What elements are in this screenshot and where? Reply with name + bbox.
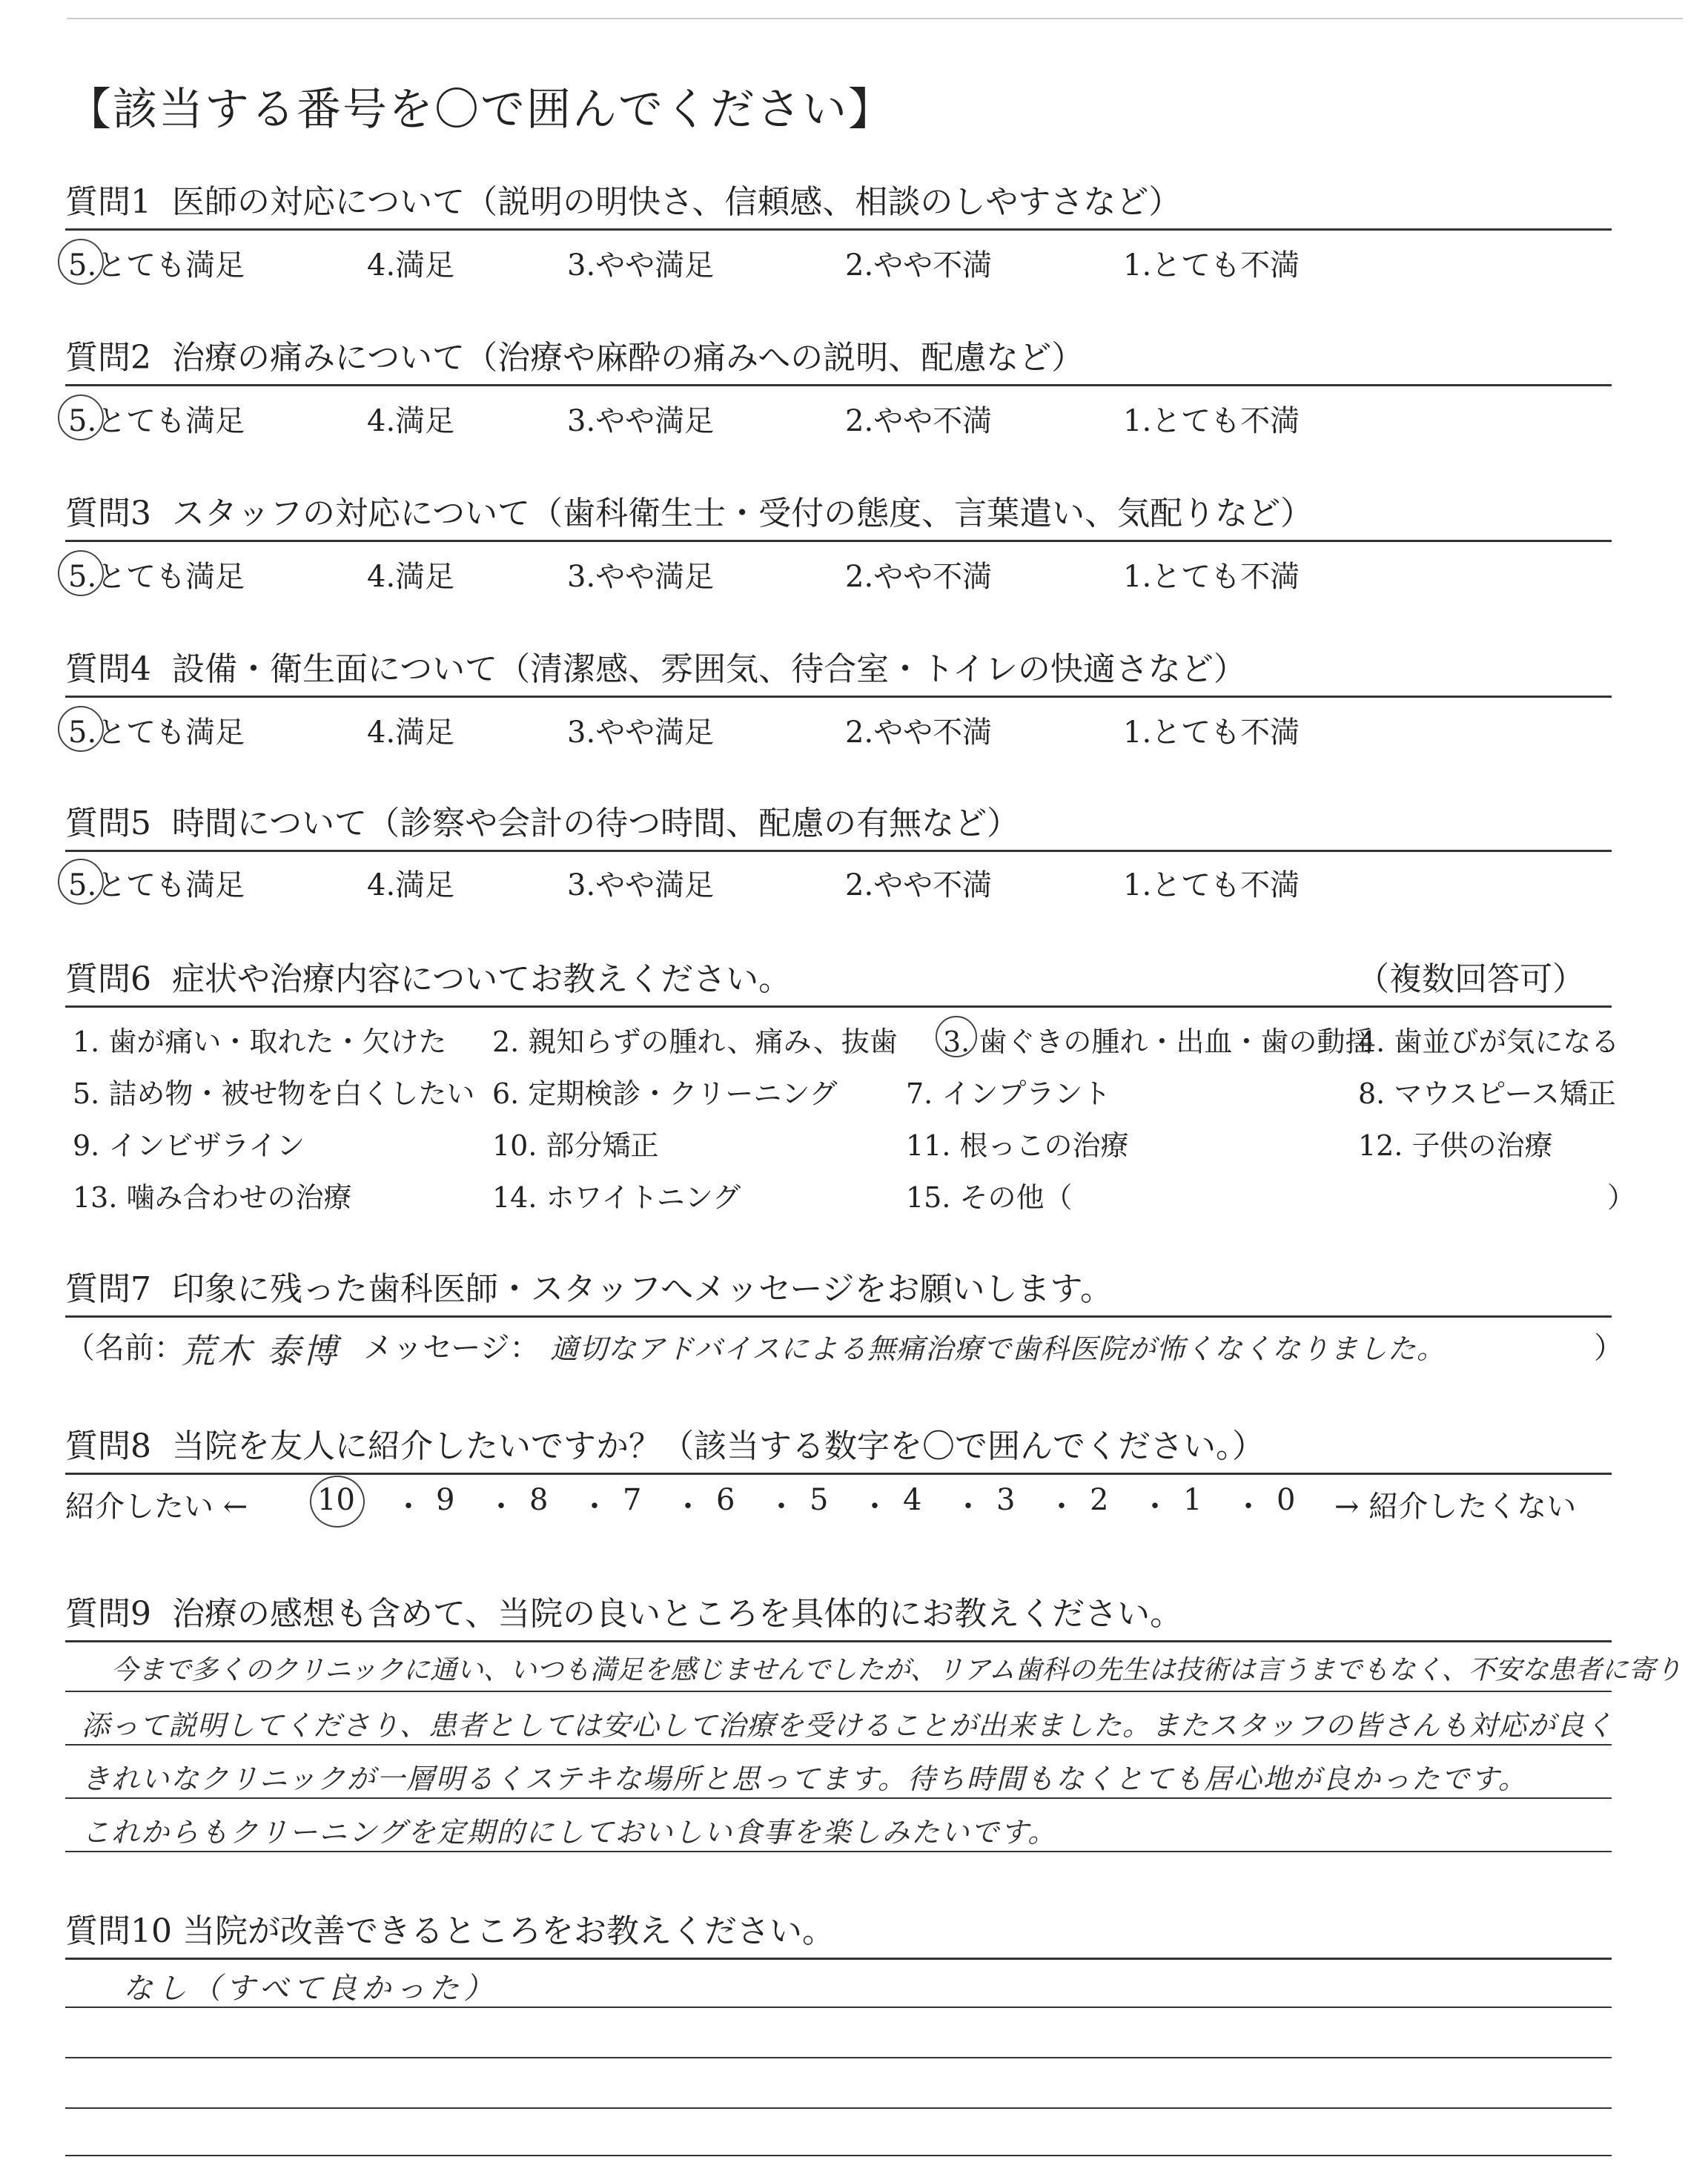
q8-dot: ・ [953,1490,983,1524]
q5-heading [65,796,1019,844]
q7-message-label: メッセージ： [363,1331,540,1365]
q4-option-4[interactable]: 4.満足 [367,716,455,750]
q9-answer-rule [65,1691,1612,1692]
q2-rule [65,384,1612,386]
q3-label: 質問3 [65,495,151,532]
top-edge-line [67,18,1683,19]
q8-dot: ・ [486,1490,516,1524]
q9-heading [65,1587,1182,1634]
q6-label: 質問6 [65,960,151,998]
q3-heading [65,486,1313,534]
q5-text: 時間について（診察や会計の待つ時間、配慮の有無など） [171,805,1020,842]
q8-scale-9[interactable]: 9 [436,1483,455,1517]
q8-text: 当院を友人に紹介したいですか？（該当する数字を〇で囲んでください。） [171,1427,1265,1465]
q9-label: 質問9 [65,1595,151,1633]
q6-item-11[interactable]: 11. 根っこの治療 [906,1129,1129,1162]
q6-item-12[interactable]: 12. 子供の治療 [1358,1129,1553,1162]
q8-scale-10[interactable]: 10 [317,1483,355,1517]
q1-option-2[interactable]: 2.やや不満 [845,248,993,283]
q9-answer-line-2: 添って説明してくださり、患者としては安心して治療を受けることが出来ました。またスタッフの皆さんも対応が良く [82,1709,1615,1742]
q3-option-5[interactable]: 5.とても満足 [68,560,245,594]
q6-multi-note: （複数回答可） [1357,960,1585,998]
q8-rule [65,1473,1612,1475]
q7-name-label: （名前： [65,1331,184,1365]
q6-item-15[interactable]: 15. その他（ [906,1181,1073,1214]
q6-other-close: ） [1607,1181,1636,1214]
q6-item-7[interactable]: 7. インプラント [906,1077,1111,1110]
q8-scale-2[interactable]: 2 [1090,1483,1109,1517]
q2-option-1[interactable]: 1.とても不満 [1123,404,1300,438]
q8-dot: ・ [394,1490,423,1524]
q8-scale-7[interactable]: 7 [623,1483,642,1517]
q5-option-3[interactable]: 3.やや満足 [567,868,715,902]
q8-label: 質問8 [65,1427,151,1465]
q8-scale-0[interactable]: 0 [1277,1483,1296,1517]
q10-label: 質問10 [65,1912,172,1950]
q10-answer-line-1: なし（すべて良かった） [123,1972,498,2006]
q7-close-paren: ） [1594,1331,1623,1365]
q5-option-1[interactable]: 1.とても不満 [1123,868,1300,902]
q5-option-5[interactable]: 5.とても満足 [68,868,245,902]
q4-heading [65,642,1246,690]
q5-rule [65,850,1612,852]
q4-option-5[interactable]: 5.とても満足 [68,716,245,750]
q6-item-6[interactable]: 6. 定期検診・クリーニング [492,1077,838,1110]
q3-rule [65,540,1612,542]
q6-item-8[interactable]: 8. マウスピース矯正 [1358,1077,1616,1110]
q10-rule [65,1958,1612,1960]
q6-item-1[interactable]: 1. 歯が痛い・取れた・欠けた [73,1025,447,1058]
q9-text: 治療の感想も含めて、当院の良いところを具体的にお教えください。 [171,1595,1183,1633]
q10-heading [65,1904,835,1952]
q9-answer-rule [65,1851,1612,1852]
q7-label: 質問7 [65,1270,151,1308]
q5-option-4[interactable]: 4.満足 [367,868,455,902]
q10-text: 当院が改善できるところをお教えください。 [182,1912,835,1950]
q10-answer-rule [65,2155,1612,2156]
q10-answer-rule [65,2107,1612,2109]
q7-heading [65,1262,1113,1309]
q6-item-13[interactable]: 13. 噛み合わせの治療 [73,1181,352,1214]
q9-answer-line-1: 今まで多くのクリニックに通い、いつも満足を感じませんでしたが、リアム歯科の先生は技術は言うまでもなく、不安な患者に寄り [111,1655,1682,1685]
q1-rule [65,228,1612,231]
q8-scale-3[interactable]: 3 [996,1483,1016,1517]
q6-item-4[interactable]: 4. 歯並びが気になる [1358,1025,1620,1058]
q8-scale-6[interactable]: 6 [716,1483,735,1517]
q1-option-1[interactable]: 1.とても不満 [1123,248,1300,283]
q6-rule [65,1005,1612,1008]
q8-dot: ・ [580,1490,609,1524]
q1-text: 医師の対応について（説明の明快さ、信頼感、相談のしやすさなど） [171,183,1182,221]
q2-heading [65,331,1084,378]
q9-answer-line-3: きれいなクリニックが一層明るくステキな場所と思ってます。待ち時間もなくとても居心地が良かったです。 [82,1763,1528,1795]
q1-option-3[interactable]: 3.やや満足 [567,248,715,283]
q2-label: 質問2 [65,339,151,377]
q8-dot: ・ [673,1490,703,1524]
q3-text: スタッフの対応について（歯科衛生士・受付の態度、言葉遣い、気配りなど） [171,495,1314,532]
q8-left-label: 紹介したい ← [65,1490,248,1524]
q8-scale-8[interactable]: 8 [529,1483,549,1517]
q6-item-2[interactable]: 2. 親知らずの腫れ、痛み、抜歯 [492,1025,898,1058]
q2-option-4[interactable]: 4.満足 [367,404,455,438]
q6-heading [65,952,791,1000]
q2-text: 治療の痛みについて（治療や麻酔の痛みへの説明、配慮など） [171,339,1085,377]
q3-option-2[interactable]: 2.やや不満 [845,560,993,594]
page-title: 【該当する番号を〇で囲んでください】 [67,84,894,136]
q9-answer-rule [65,1797,1612,1799]
q6-item-3[interactable]: 3. 歯ぐきの腫れ・出血・歯の動揺 [943,1025,1374,1058]
q8-dot: ・ [1140,1490,1170,1524]
q8-dot: ・ [1234,1490,1263,1524]
q4-option-1[interactable]: 1.とても不満 [1123,716,1300,750]
q1-label: 質問1 [65,183,151,221]
q7-text: 印象に残った歯科医師・スタッフへメッセージをお願いします。 [171,1270,1113,1308]
q7-name-value: 荒木 泰博 [181,1331,340,1371]
q5-label: 質問5 [65,805,151,842]
q8-heading [65,1419,1265,1467]
q6-text: 症状や治療内容についてお教えください。 [171,960,792,998]
q9-answer-rule [65,1744,1612,1745]
q6-item-9[interactable]: 9. インビザライン [73,1129,305,1162]
q8-scale-1[interactable]: 1 [1183,1483,1202,1517]
q1-option-4[interactable]: 4.満足 [367,248,455,283]
q5-option-2[interactable]: 2.やや不満 [845,868,993,902]
q2-option-5[interactable]: 5.とても満足 [68,404,245,438]
q3-option-3[interactable]: 3.やや満足 [567,560,715,594]
q6-item-10[interactable]: 10. 部分矯正 [492,1129,659,1162]
q10-answer-rule [65,2057,1612,2058]
q4-text: 設備・衛生面について（清潔感、雰囲気、待合室・トイレの快適さなど） [171,650,1246,688]
q7-message-value: 適切なアドバイスによる無痛治療で歯科医院が怖くなくなりました。 [550,1332,1446,1365]
q1-option-5[interactable]: 5.とても満足 [68,248,245,283]
q8-right-label: → 紹介したくない [1334,1490,1577,1524]
q9-answer-line-4: これからもクリーニングを定期的にしておいしい食事を楽しみたいです。 [82,1816,1058,1849]
q4-rule [65,696,1612,698]
q4-label: 質問4 [65,650,151,688]
q6-item-14[interactable]: 14. ホワイトニング [492,1181,741,1214]
q7-rule [65,1315,1612,1318]
q3-option-1[interactable]: 1.とても不満 [1123,560,1300,594]
q8-dot: ・ [767,1490,796,1524]
q8-dot: ・ [860,1490,890,1524]
q9-rule [65,1640,1612,1642]
q6-item-5[interactable]: 5. 詰め物・被せ物を白くしたい [73,1077,475,1110]
q8-scale-5[interactable]: 5 [810,1483,829,1517]
q1-heading [65,175,1181,222]
q8-dot: ・ [1047,1490,1076,1524]
q2-option-3[interactable]: 3.やや満足 [567,404,715,438]
q8-scale-4[interactable]: 4 [903,1483,922,1517]
q3-option-4[interactable]: 4.満足 [367,560,455,594]
q10-answer-rule [65,2007,1612,2008]
q4-option-3[interactable]: 3.やや満足 [567,716,715,750]
q2-option-2[interactable]: 2.やや不満 [845,404,993,438]
q4-option-2[interactable]: 2.やや不満 [845,716,993,750]
